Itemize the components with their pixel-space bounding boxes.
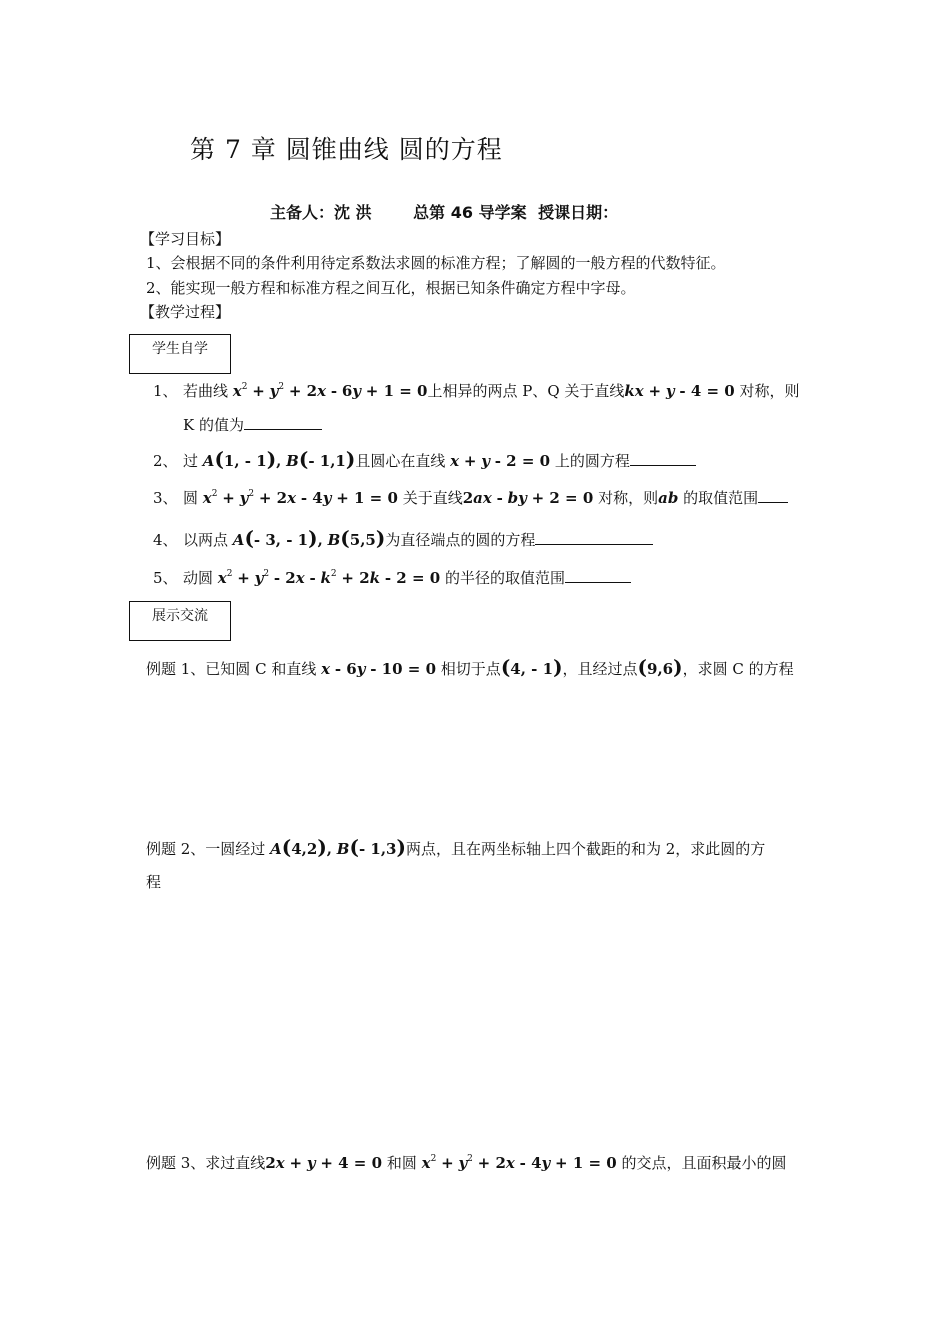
ex3-text-post: 的交点，且面积最小的圆 (621, 1154, 787, 1172)
example-2-line2: 程 (146, 873, 162, 891)
q1-text-post: 对称，则 (739, 382, 800, 400)
q1-text-line2: K 的值为 (183, 416, 244, 434)
q3-text-tail: 的取值范围 (683, 489, 759, 507)
ex1-text-pre: 例题 1、已知圆 C 和直线 (146, 660, 317, 678)
q3-ab: ab (658, 489, 679, 507)
question-3 (153, 487, 788, 508)
q5-text-post: 的半径的取值范围 (444, 569, 565, 587)
q1-formula: $x^2 + y^2 + 2x - 6y + 1 = 0$ (232, 382, 428, 400)
date-label: 授课日期： (538, 203, 619, 222)
ex2-points: A(4,2), B(- 1,3) (270, 835, 406, 859)
answer-blank (758, 501, 788, 503)
self-study-box: 学生自学 (129, 334, 231, 374)
example-2 (146, 835, 765, 859)
question-4 (153, 526, 653, 550)
q2-text-mid: 且圆心在直线 (355, 452, 446, 470)
example-1 (146, 655, 794, 679)
q2-text-post: 上的圆方程 (554, 452, 630, 470)
q1-text-mid: 上相异的两点 P、Q 关于直线 (427, 382, 625, 400)
header-info (270, 200, 624, 223)
q2-line-formula: x + y - 2 = 0 (450, 452, 551, 470)
answer-blank (535, 543, 653, 545)
goal-item: 2、能实现一般方程和标准方程之间互化，根据已知条件确定方程中字母。 (146, 279, 636, 297)
q4-points: A(- 3, - 1), B(5,5) (232, 526, 386, 550)
q1-text-pre: 若曲线 (183, 382, 229, 400)
ex2-text-pre: 例题 2、一圆经过 (146, 840, 266, 858)
question-number: 3、 (153, 489, 178, 507)
q1-line-formula: kx + y - 4 = 0 (624, 382, 735, 400)
question-2 (153, 447, 696, 471)
ex3-line-formula: 2x + y + 4 = 0 (265, 1154, 383, 1172)
goal-item: 1、会根据不同的条件利用待定系数法求圆的标准方程；了解圆的一般方程的代数特征。 (146, 254, 726, 272)
question-number: 1、 (153, 382, 178, 400)
question-1 (153, 380, 800, 401)
question-number: 5、 (153, 569, 178, 587)
ex3-text-mid: 和圆 (386, 1154, 417, 1172)
ex1-text-post: ，求圆 C 的方程 (682, 660, 794, 678)
q5-formula: $x^2 + y^2 - 2x - k^2 + 2k - 2 = 0$ (217, 569, 441, 587)
ex3-circle-formula: $x^2 + y^2 + 2x - 4y + 1 = 0$ (421, 1154, 617, 1172)
ex1-point-a: (4, - 1) (500, 655, 563, 679)
ex1-text-mid2: ，且经过点 (562, 660, 638, 678)
q3-formula: $x^2 + y^2 + 2x - 4y + 1 = 0$ (202, 489, 398, 507)
q3-text-pre: 圆 (183, 489, 199, 507)
question-1-line2 (183, 414, 322, 435)
answer-blank (565, 581, 631, 583)
question-number: 4、 (153, 531, 178, 549)
ex2-text-post: 两点，且在两坐标轴上四个截距的和为 2，求此圆的方 (405, 840, 766, 858)
ex1-text-mid: 相切于点 (440, 660, 501, 678)
example-3 (146, 1152, 787, 1173)
goals-heading: 【学习目标】 (140, 230, 231, 248)
q2-points: A(1, - 1), B(- 1,1) (202, 447, 356, 471)
plan-number: 总第 46 导学案 (413, 203, 527, 222)
q3-text-post: 对称，则 (598, 489, 659, 507)
ex3-text-pre: 例题 3、求过直线 (146, 1154, 266, 1172)
q4-text-post: 为直径端点的圆的方程 (385, 531, 536, 549)
q2-text-pre: 过 (183, 452, 199, 470)
answer-blank (630, 464, 696, 466)
answer-blank (244, 428, 322, 430)
ex1-point-b: (9,6) (637, 655, 683, 679)
question-5 (153, 567, 631, 588)
q3-text-mid: 关于直线 (402, 489, 463, 507)
q3-line-formula: 2ax - by + 2 = 0 (462, 489, 594, 507)
question-number: 2、 (153, 452, 178, 470)
process-heading: 【教学过程】 (140, 303, 231, 321)
q5-text-pre: 动圆 (183, 569, 214, 587)
page-title: 第 7 章 圆锥曲线 圆的方程 (190, 135, 503, 164)
preparer: 主备人：沈 洪 (270, 203, 372, 222)
exchange-box: 展示交流 (129, 601, 231, 641)
q4-text-pre: 以两点 (183, 531, 229, 549)
ex1-line-formula: x - 6y - 10 = 0 (321, 660, 437, 678)
